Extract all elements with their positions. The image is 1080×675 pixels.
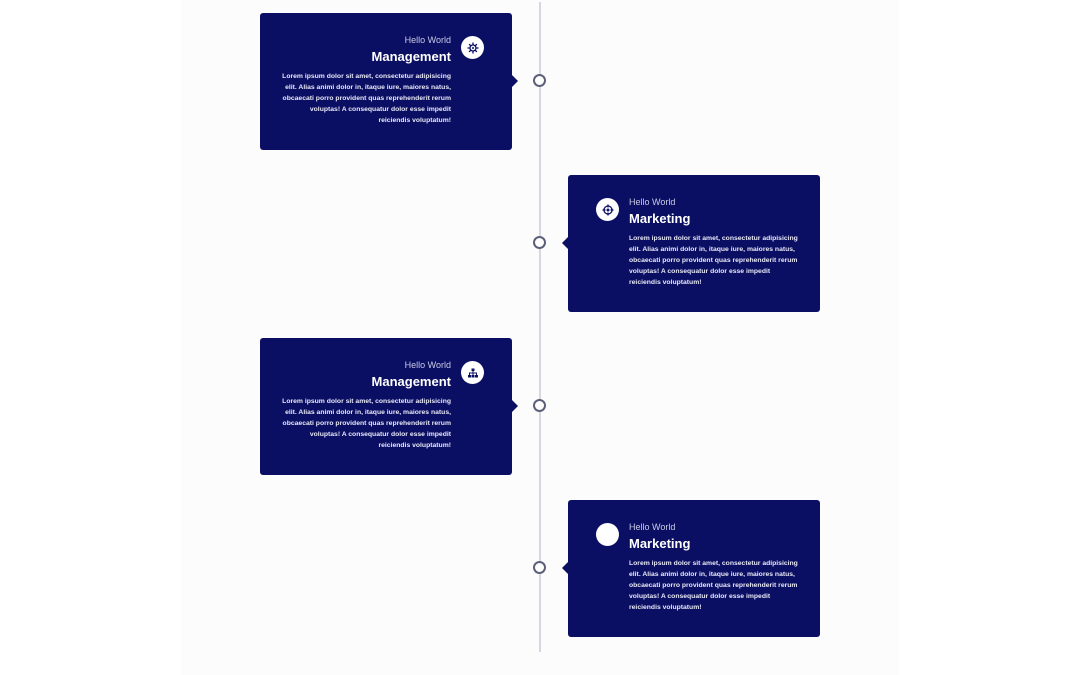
card-body: Lorem ipsum dolor sit amet, consectetur adipisicing elit. Alias animi dolor in, itaque iure, maiores natus, obcaecati porro provident quas reprehenderit rerum voluptas! A consequatur dolor esse impedit reiciendis voluptatum!	[629, 560, 798, 611]
timeline-dot-3	[533, 399, 546, 412]
timeline-card-1	[260, 13, 512, 150]
timeline-card-3	[260, 338, 512, 475]
card-body: Lorem ipsum dolor sit amet, consectetur adipisicing elit. Alias animi dolor in, itaque iure, maiores natus, obcaecati porro provident quas reprehenderit rerum voluptas! A consequatur dolor esse impedit reiciendis voluptatum!	[282, 398, 451, 449]
timeline-card-4	[568, 500, 820, 637]
crosshair-icon	[596, 198, 619, 221]
timeline-dot-2	[533, 236, 546, 249]
card-subtitle: Hello World	[629, 197, 676, 207]
timeline-dot-4	[533, 561, 546, 574]
timeline-line	[539, 2, 541, 652]
card-subtitle: Hello World	[629, 522, 676, 532]
card-text	[629, 197, 799, 288]
card-title: Management	[371, 374, 451, 389]
card-body: Lorem ipsum dolor sit amet, consectetur adipisicing elit. Alias animi dolor in, itaque iure, maiores natus, obcaecati porro provident quas reprehenderit rerum voluptas! A consequatur dolor esse impedit reiciendis voluptatum!	[282, 73, 451, 124]
card-pointer	[512, 75, 518, 87]
card-title: Marketing	[629, 536, 691, 551]
blank-icon	[596, 523, 619, 546]
card-subtitle: Hello World	[404, 360, 451, 370]
card-text	[281, 35, 451, 126]
timeline-dot-1	[533, 74, 546, 87]
card-title: Marketing	[629, 211, 691, 226]
card-body: Lorem ipsum dolor sit amet, consectetur adipisicing elit. Alias animi dolor in, itaque iure, maiores natus, obcaecati porro provident quas reprehenderit rerum voluptas! A consequatur dolor esse impedit reiciendis voluptatum!	[629, 235, 798, 286]
card-text	[281, 360, 451, 451]
card-text	[629, 522, 799, 613]
card-pointer	[562, 562, 568, 574]
org-chart-icon	[461, 361, 484, 384]
card-subtitle: Hello World	[404, 35, 451, 45]
card-title: Management	[371, 49, 451, 64]
card-pointer	[512, 400, 518, 412]
gear-icon	[461, 36, 484, 59]
timeline-card-2	[568, 175, 820, 312]
card-pointer	[562, 237, 568, 249]
